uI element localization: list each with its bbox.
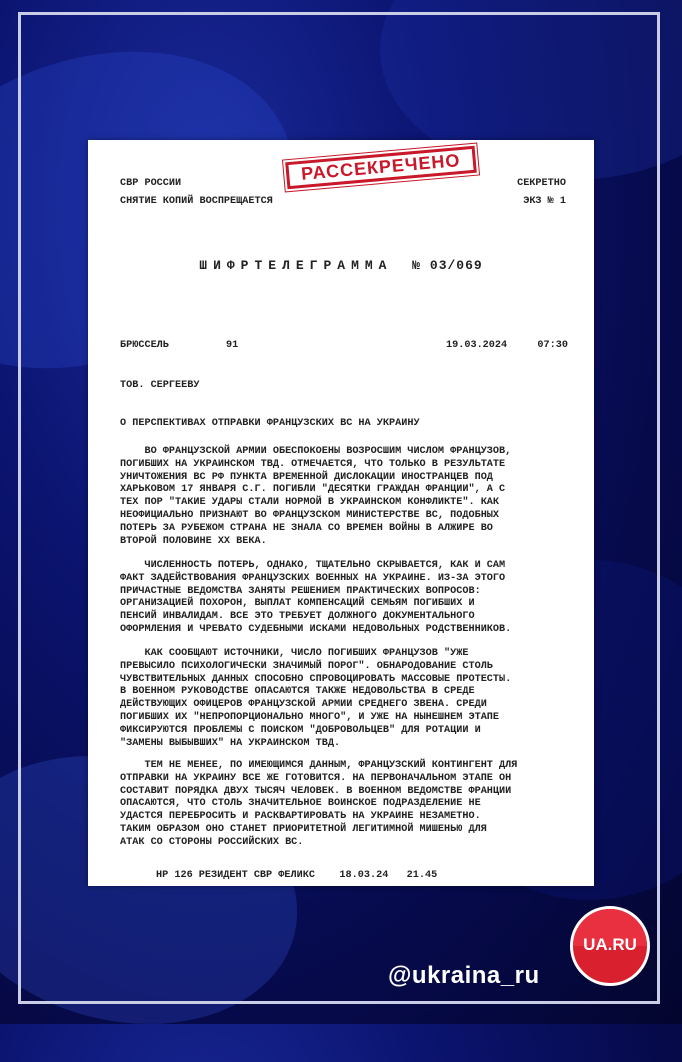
origin-code: 91	[226, 340, 239, 351]
text-line: "ЗАМЕНЫ ВЫБЫВШИХ" НА УКРАИНСКОМ ТВД.	[120, 737, 341, 749]
title-text: ШИФРТЕЛЕГРАММА	[199, 258, 393, 273]
text-line: В ВОЕННОМ РУКОВОДСТВЕ ОПАСАЮТСЯ ТАКЖЕ НЕДОВОЛЬСТВА В СРЕДЕ	[120, 686, 475, 698]
logo-text: UA.RU	[583, 935, 637, 954]
declassified-stamp: РАССЕКРЕЧЕНО	[285, 146, 476, 189]
text-line: АТАК СО СТОРОНЫ РОССИЙСКИХ ВС.	[120, 836, 304, 848]
text-line: ОТПРАВКИ НА УКРАИНУ ВСЕ ЖЕ ГОТОВИТСЯ. НА ПЕРВОНАЧАЛЬНОМ ЭТАПЕ ОН	[120, 772, 512, 784]
text-line: ВТОРОЙ ПОЛОВИНЕ XX ВЕКА.	[120, 535, 267, 547]
telegram-date: 19.03.2024	[446, 340, 508, 351]
document-page	[88, 140, 594, 886]
title-number: № 03/069	[412, 258, 483, 273]
text-line: ФАКТ ЗАДЕЙСТВОВАНИЯ ФРАНЦУЗСКИХ ВОЕННЫХ НА УКРАИНЕ. ИЗ-ЗА ЭТОГО	[120, 572, 506, 584]
text-line: ПРЕВЫСИЛО ПСИХОЛОГИЧЕСКИ ЗНАЧИМЫЙ ПОРОГ". ОБНАРОДОВАНИЕ СТОЛЬ	[120, 660, 493, 672]
ua-ru-logo	[570, 906, 650, 986]
text-line: ПЕНСИЙ ИНВАЛИДАМ. ВСЕ ЭТО ТРЕБУЕТ ДОЛЖНОГО ДОКУМЕНТАЛЬНОГО	[120, 611, 475, 623]
text-line: ДЕЙСТВУЮЩИХ ОФИЦЕРОВ ФРАНЦУЗСКОЙ АРМИИ СРЕДНЕГО ЗВЕНА. СРЕДИ	[120, 699, 487, 711]
telegram-time: 07:30	[537, 340, 568, 351]
text-line: ОФОРМЛЕНИЯ И ЧРЕВАТО СУДЕБНЫМИ ИСКАМИ НЕДОВОЛЬНЫХ РОДСТВЕННИКОВ.	[120, 623, 512, 635]
text-line: ТЕМ НЕ МЕНЕЕ, ПО ИМЕЮЩИМСЯ ДАННЫМ, ФРАНЦУЗСКИЙ КОНТИНГЕНТ ДЛЯ	[120, 760, 518, 771]
text-line: ОПАСАЮТСЯ, ЧТО СТОЛЬ ЗНАЧИТЕЛЬНОЕ ВОИНСКОЕ ПОДРАЗДЕЛЕНИЕ НЕ	[120, 798, 481, 810]
signature-line: НР 126 РЕЗИДЕНТ СВР ФЕЛИКС 18.03.24 21.45	[156, 870, 438, 881]
text-line: ВО ФРАНЦУЗСКОЙ АРМИИ ОБЕСПОКОЕНЫ ВОЗРОСШИМ ЧИСЛОМ ФРАНЦУЗОВ,	[120, 446, 512, 457]
text-line: ПОТЕРЬ ЗА РУБЕЖОМ СТРАНА НЕ ЗНАЛА СО ВРЕМЕН ВОЙНЫ В АЛЖИРЕ ВО	[120, 522, 493, 534]
classification: СЕКРЕТНО	[517, 178, 566, 189]
text-line: ТАКИМ ОБРАЗОМ ОНО СТАНЕТ ПРИОРИТЕТНОЙ ЛЕГИТИМНОЙ МИШЕНЬЮ ДЛЯ	[120, 823, 487, 835]
text-line: ЧУВСТВИТЕЛЬНЫХ ДАННЫХ СПОСОБНО СПРОВОЦИРОВАТЬ МАССОВЫЕ ПРОТЕСТЫ.	[120, 673, 512, 685]
text-line: НЕОФИЦИАЛЬНО ПРИЗНАЮТ ВО ФРАНЦУЗСКОМ МИНИСТЕРСТВЕ ВС, ПОДОБНЫХ	[120, 509, 500, 521]
text-line: ФИКСИРУЮТСЯ ПРОБЛЕМЫ С ПОИСКОМ "ДОБРОВОЛЬЦЕВ" ДЛЯ РОТАЦИИ И	[120, 724, 481, 736]
text-line: ТЕХ ПОР "ТАКИЕ УДАРЫ СТАЛИ НОРМОЙ В УКРАИНСКОМ КОНФЛИКТЕ". КАК	[120, 497, 500, 509]
text-line: ПОГИБШИХ НА УКРАИНСКОМ ТВД. ОТМЕЧАЕТСЯ, ЧТО ТОЛЬКО В РЕЗУЛЬТАТЕ	[120, 458, 506, 470]
origin-city: БРЮССЕЛЬ	[120, 340, 169, 351]
text-line: СОСТАВИТ ПОРЯДКА ДВУХ ТЫСЯЧ ЧЕЛОВЕК. В ВОЕННОМ ВЕДОМСТВЕ ФРАНЦИИ	[120, 785, 512, 797]
text-line: ПРИЧАСТНЫЕ ВЕДОМСТВА ЗАНЯТЫ РЕШЕНИЕМ ПРАКТИЧЕСКИХ ВОПРОСОВ:	[120, 585, 481, 597]
text-line: УДАСТСЯ ПЕРЕБРОСИТЬ И РАСКВАРТИРОВАТЬ НА УКРАИНЕ НЕЗАМЕТНО.	[120, 811, 481, 823]
text-line: ОРГАНИЗАЦИЕЙ ПОХОРОН, ВЫПЛАТ КОМПЕНСАЦИЙ СЕМЬЯМ ПОГИБШИХ И	[120, 598, 475, 610]
copy-number: ЭКЗ № 1	[523, 196, 566, 207]
paragraph-4	[120, 760, 572, 850]
text-line: ХАРЬКОВОМ 17 ЯНВАРЯ С.Г. ПОГИБЛИ "ДЕСЯТКИ ГРАЖДАН ФРАНЦИИ", А С	[120, 484, 506, 496]
subject-line: О ПЕРСПЕКТИВАХ ОТПРАВКИ ФРАНЦУЗСКИХ ВС НА УКРАИНУ	[120, 418, 420, 429]
paragraph-1	[120, 446, 572, 548]
addressee: ТОВ. СЕРГЕЕВУ	[120, 380, 200, 391]
org-name: СВР РОССИИ	[120, 178, 182, 189]
text-line: УНИЧТОЖЕНИЯ ВС РФ ПУНКТА ВРЕМЕННОЙ ДИСЛОКАЦИИ ИНОСТРАНЦЕВ ПОД	[120, 471, 493, 483]
text-line: КАК СООБЩАЮТ ИСТОЧНИКИ, ЧИСЛО ПОГИБШИХ ФРАНЦУЗОВ "УЖЕ	[120, 648, 469, 659]
channel-handle: @ukraina_ru	[388, 962, 540, 989]
text-line: ЧИСЛЕННОСТЬ ПОТЕРЬ, ОДНАКО, ТЩАТЕЛЬНО СКРЫВАЕТСЯ, КАК И САМ	[120, 560, 506, 571]
paragraph-3	[120, 648, 572, 750]
copy-notice: СНЯТИЕ КОПИЙ ВОСПРЕЩАЕТСЯ	[120, 196, 273, 207]
telegram-title	[88, 260, 594, 273]
text-line: ПОГИБШИХ ИХ "НЕПРОПОРЦИОНАЛЬНО МНОГО", И УЖЕ НА НЫНЕШНЕМ ЭТАПЕ	[120, 711, 500, 723]
paragraph-2	[120, 560, 572, 637]
